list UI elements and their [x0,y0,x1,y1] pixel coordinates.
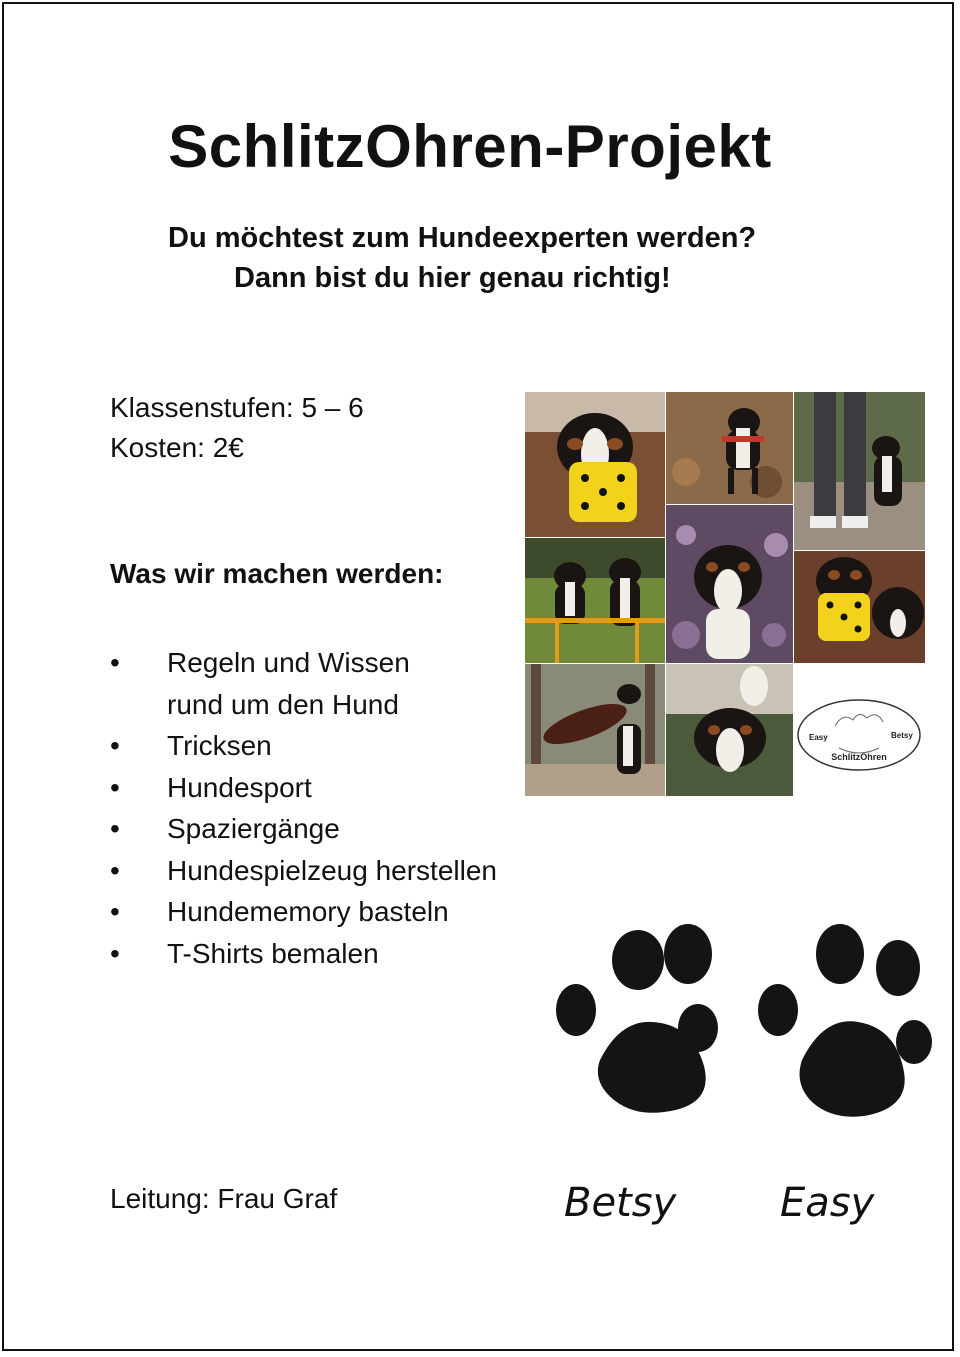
list-item-text: Hundesport [167,771,312,803]
signature-easy: Easy [780,1180,875,1226]
photo-dog-with-dice [525,392,665,537]
bullet: • [110,937,120,969]
svg-text:Easy: Easy [809,733,828,742]
bullet: • [110,647,120,678]
list-item [110,642,497,684]
photo-dog-heather [666,505,793,663]
bullet: • [110,730,120,761]
bullet: • [110,813,120,844]
list-item [110,808,497,850]
list-item-text: Tricksen [167,730,272,761]
page-title: SchlitzOhren-Projekt [168,113,772,180]
list-item-text: Hundespielzeug herstellen [167,854,497,886]
paw-prints [540,910,940,1270]
list-item [110,891,497,933]
schlitzohren-logo [795,696,923,774]
activity-list [110,642,497,974]
photo-dogs-agility-jump [525,538,665,663]
grades-text: Klassenstufen: 5 – 6 [110,392,364,423]
paw-print-icons [540,910,940,1170]
svg-text:SchlitzOhren: SchlitzOhren [831,752,887,762]
list-item-text: Spaziergänge [167,813,340,844]
leader-text: Leitung: Frau Graf [110,1183,338,1214]
photo-dog-jumping-forest [525,664,665,796]
photo-dog-autumn-leaves [666,392,793,504]
svg-text:Betsy: Betsy [891,731,913,740]
cost-text: Kosten: 2€ [110,432,244,463]
list-item [110,725,497,767]
subtitle-line-1: Du möchtest zum Hundeexperten werden? [168,222,757,254]
list-item [110,850,497,892]
list-item-continuation [110,684,497,726]
list-item-text: Regeln und Wissen [167,647,410,678]
bullet: • [110,854,120,886]
photo-dog-paw-up [666,664,793,796]
subtitle-line-2: Dann bist du hier genau richtig! [234,262,671,294]
list-item [110,933,497,975]
signature-betsy: Betsy [564,1180,677,1226]
photo-dog-walk-forest [794,392,925,550]
list-item-text: rund um den Hund [167,688,399,720]
list-item-text: T-Shirts bemalen [167,937,379,969]
list-item-text: Hundememory basteln [167,896,449,927]
bullet: • [110,771,120,803]
list-item [110,767,497,809]
bullet: • [110,896,120,927]
section-heading: Was wir machen werden: [110,558,444,589]
photo-dog-with-dice-2 [794,551,925,663]
